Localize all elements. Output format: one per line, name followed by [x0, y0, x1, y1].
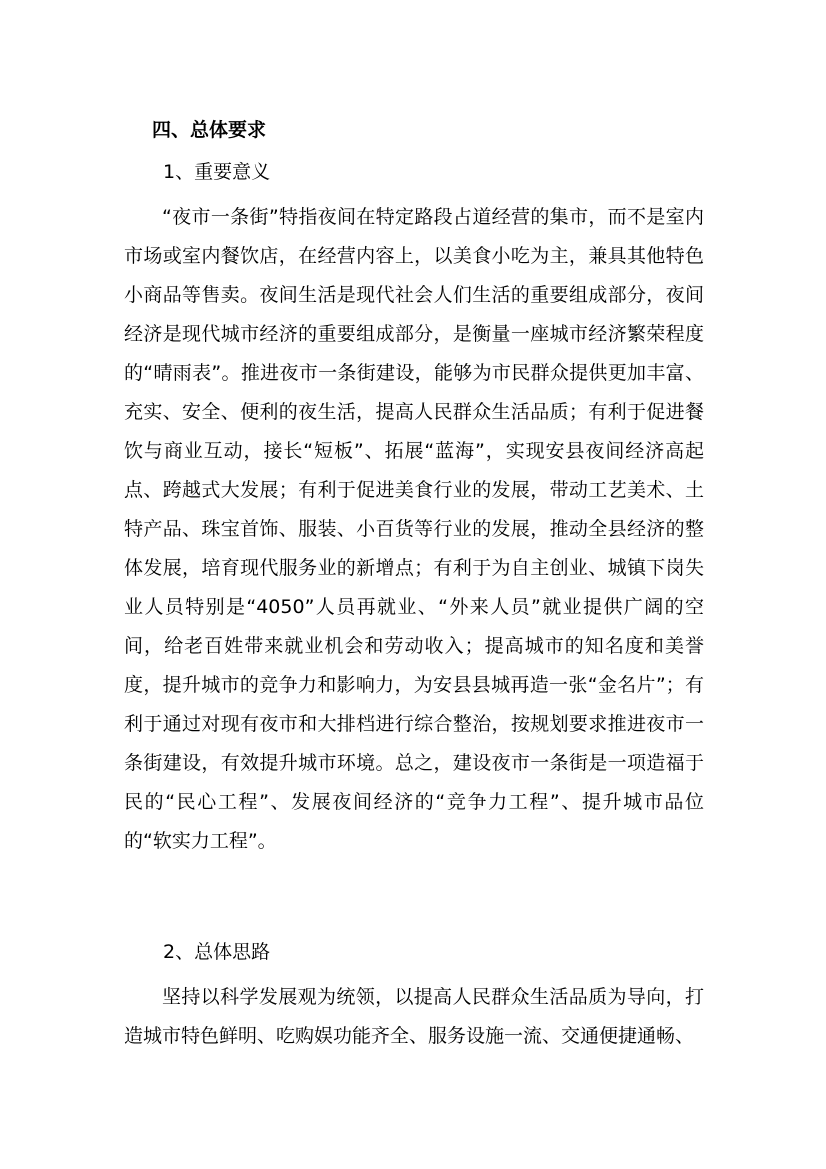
subsection-title-significance: 1、重要意义 [163, 161, 271, 183]
paragraph-overall-approach: 坚持以科学发展观为统领，以提高人民群众生活品质为导向，打造城市特色鲜明、吃购娱功能齐全、服务设施一流、交通便捷通畅、 [124, 986, 704, 1047]
subsection-title-overall-approach: 2、总体思路 [163, 941, 271, 963]
paragraph-significance: “夜市一条街”特指夜间在特定路段占道经营的集市，而不是室内市场或室内餐饮店，在经营内容上，以美食小吃为主，兼具其他特色小商品等售卖。夜间生活是现代社会人们生活的重要组成部分，夜间经济是现代城市经济的重要组成部分，是衡量一座城市经济繁荣程度的“晴雨表”。推进夜市一条街建设，能够为市民群众提供更加丰富、充实、安全、便利的夜生活，提高人民群众生活品质；有利于促进餐饮与商业互动，接长“短板”、拓展“蓝海”，实现安县夜间经济高起点、跨越式大发展；有利于促进美食行业的发展，带动工艺美术、土特产品、珠宝首饰、服装、小百货等行业的发展，推动全县经济的整体发展，培育现代服务业的新增点；有利于为自主创业、城镇下岗失业人员特别是“4050”人员再就业、“外来人员”就业提供广阔的空间，给老百姓带来就业机会和劳动收入；提高城市的知名度和美誉度，提升城市的竞争力和影响力，为安县县城再造一张“金名片”；有利于通过对现有夜市和大排档进行综合整治，按规划要求推进夜市一条街建设，有效提升城市环境。总之，建设夜市一条街是一项造福于民的“民心工程”、发展夜间经济的“竞争力工程”、提升城市品位的“软实力工程”。 [124, 206, 704, 852]
section-heading: 四、总体要求 [152, 119, 267, 141]
